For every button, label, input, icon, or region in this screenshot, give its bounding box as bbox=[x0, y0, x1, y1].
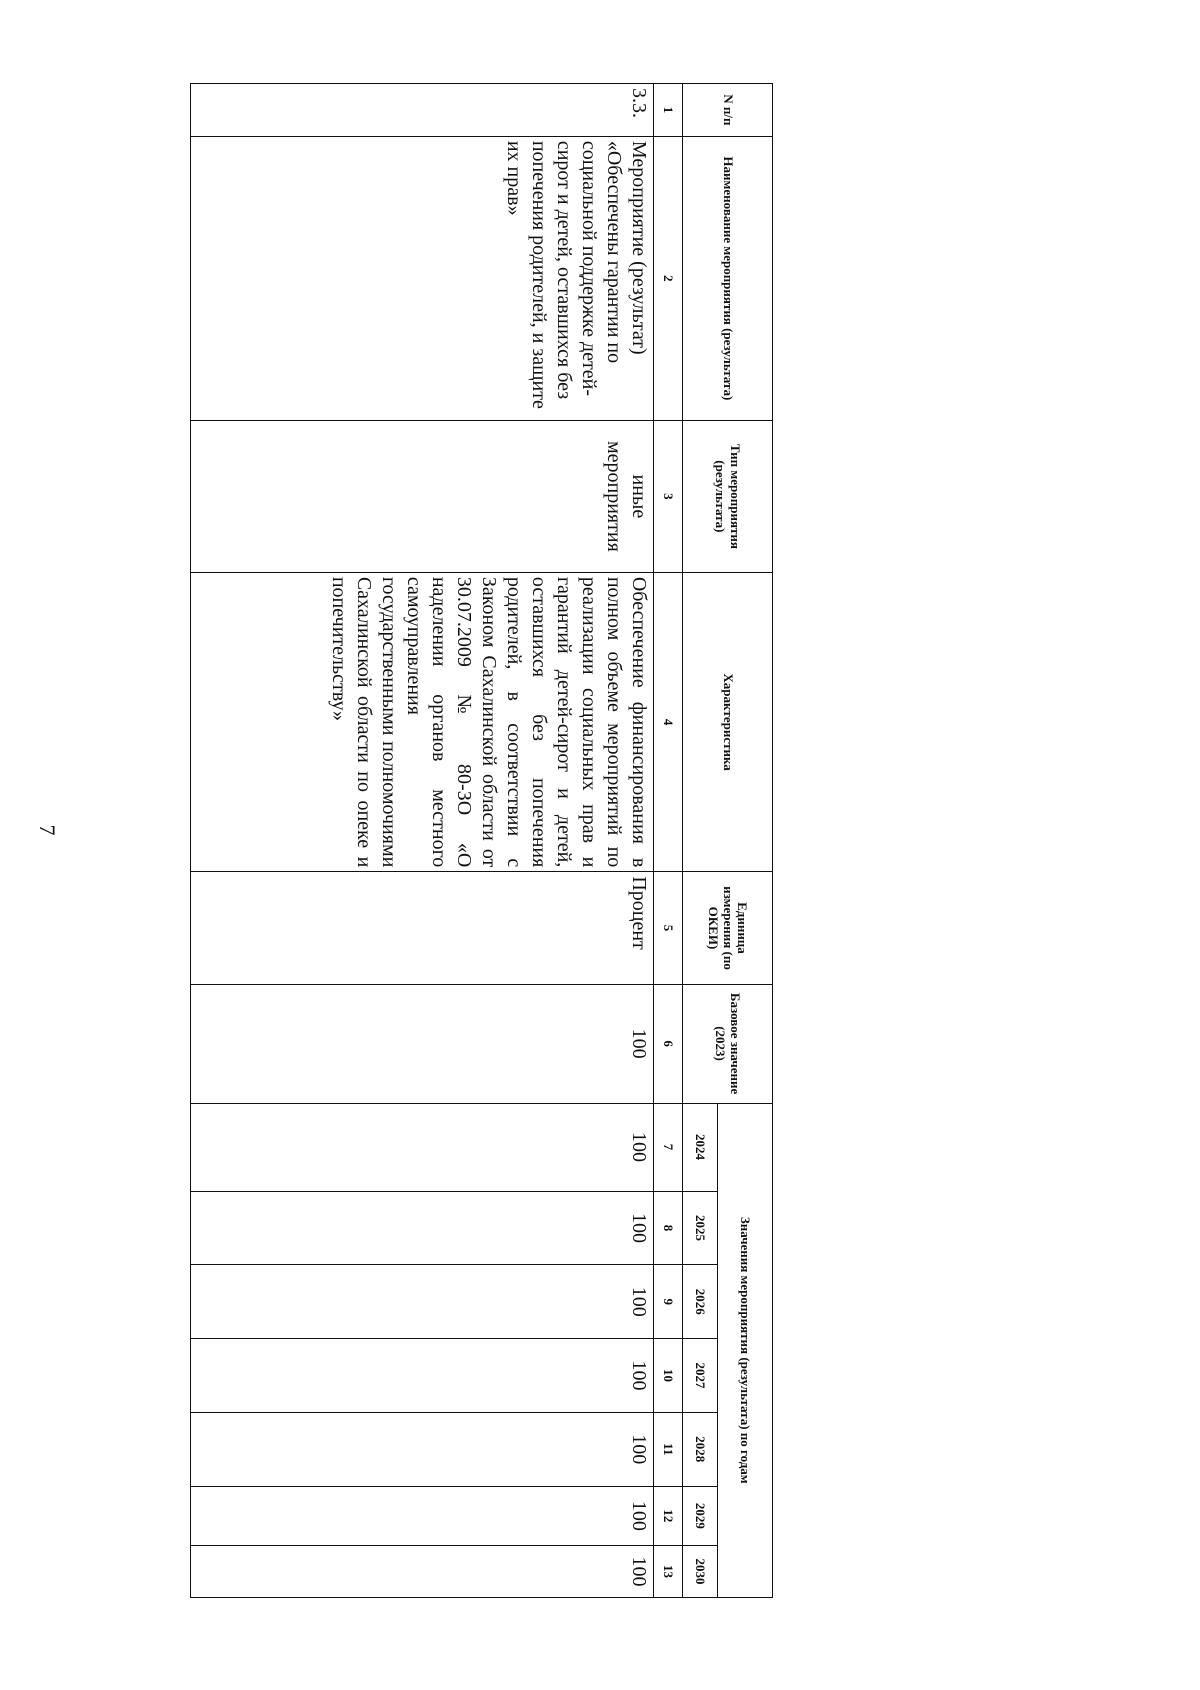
header-values-group: Значения мероприятия (результата) по годам bbox=[718, 1103, 773, 1597]
table-row bbox=[191, 84, 654, 1598]
header-year: 2024 bbox=[683, 1103, 718, 1191]
column-number: 2 bbox=[654, 136, 683, 420]
header-type: Тип мероприятия (результата) bbox=[683, 420, 773, 572]
cell-value-2030: 100 bbox=[191, 1546, 654, 1598]
column-number: 1 bbox=[654, 84, 683, 137]
header-year: 2030 bbox=[683, 1546, 718, 1598]
header-year: 2027 bbox=[683, 1339, 718, 1413]
header-year: 2028 bbox=[683, 1412, 718, 1486]
column-number: 8 bbox=[654, 1191, 683, 1265]
column-number: 13 bbox=[654, 1546, 683, 1598]
cell-value-2028: 100 bbox=[191, 1412, 654, 1486]
header-base: Базовое значение (2023) bbox=[683, 984, 773, 1103]
header-year: 2029 bbox=[683, 1486, 718, 1545]
cell-characteristic: Обеспечение финансирования в полном объеме мероприятий по реализации социальных прав и гарантий детей-сирот и детей, оставшихся без попечения родителей, в соответствии с Законом Сахалинской области от 30.07.2009 № 80-ЗО «О наделении органов местного самоуправления государственными полномочиями Сахалинской области по опеке и попечительству» bbox=[191, 572, 654, 871]
column-number: 5 bbox=[654, 872, 683, 984]
header-name: Наименование мероприятия (результата) bbox=[683, 136, 773, 420]
page-number: 7 bbox=[35, 824, 60, 836]
results-table bbox=[190, 83, 773, 1598]
cell-unit: Процент bbox=[191, 872, 654, 984]
column-number: 3 bbox=[654, 420, 683, 572]
column-number: 7 bbox=[654, 1103, 683, 1191]
cell-type: иные мероприятия bbox=[191, 420, 654, 572]
header-year: 2025 bbox=[683, 1191, 718, 1265]
header-year: 2026 bbox=[683, 1265, 718, 1339]
cell-value-2029: 100 bbox=[191, 1486, 654, 1545]
column-number: 12 bbox=[654, 1486, 683, 1545]
column-number: 11 bbox=[654, 1412, 683, 1486]
cell-base: 100 bbox=[191, 984, 654, 1103]
column-number: 6 bbox=[654, 984, 683, 1103]
header-num: N п/п bbox=[683, 84, 773, 137]
cell-value-2026: 100 bbox=[191, 1265, 654, 1339]
header-characteristic: Характеристика bbox=[683, 572, 773, 871]
results-table-wrapper bbox=[190, 83, 773, 1598]
cell-value-2027: 100 bbox=[191, 1339, 654, 1413]
cell-num: 3.3. bbox=[191, 84, 654, 137]
header-unit: Единица измерения (по ОКЕИ) bbox=[683, 872, 773, 984]
cell-name: Мероприятие (результат) «Обеспечены гарантии по социальной поддержке детей-сирот и детей, оставшихся без попечения родителей, и защите их прав» bbox=[191, 136, 654, 420]
column-number: 4 bbox=[654, 572, 683, 871]
column-number: 9 bbox=[654, 1265, 683, 1339]
cell-value-2025: 100 bbox=[191, 1191, 654, 1265]
column-number: 10 bbox=[654, 1339, 683, 1413]
cell-value-2024: 100 bbox=[191, 1103, 654, 1191]
